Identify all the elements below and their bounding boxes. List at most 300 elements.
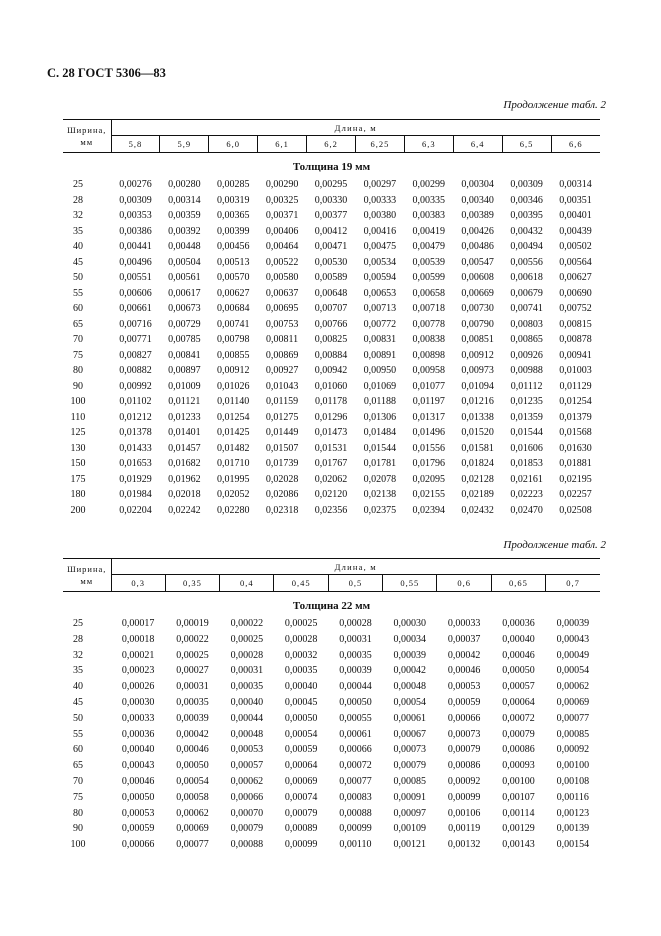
volume-cell: 0,02086 [265,489,299,500]
volume-cell: 0,00107 [502,791,535,803]
table-row [63,255,600,271]
volume-cell: 0,00941 [559,349,592,361]
volume-cell: 0,00309 [119,194,152,206]
volume-cell: 0,02375 [363,504,397,516]
volume-cell: 0,00392 [168,225,201,237]
volume-cell: 0,00958 [412,365,446,376]
volume-cell: 0,01275 [265,411,299,423]
volume-cell: 0,00069 [284,775,318,787]
volume-cell: 0,00034 [393,633,427,645]
volume-cell: 0,01556 [412,442,446,454]
volume-cell: 0,00064 [502,696,535,708]
width-cell: 60 [73,744,83,756]
volume-cell: 0,00066 [121,839,155,851]
volume-cell: 0,00456 [216,241,250,252]
volume-cell: 0,01121 [168,396,201,407]
volume-cell: 0,01531 [314,442,348,454]
volume-cell: 0,00471 [314,241,348,252]
volume-cell: 0,00093 [502,760,535,772]
width-cell: 180 [70,489,86,500]
volume-cell: 0,01881 [559,458,592,469]
volume-cell: 0,00790 [461,318,494,330]
volume-cell: 0,00043 [121,760,155,772]
volume-cell: 0,01853 [510,458,543,469]
width-cell: 130 [70,442,86,454]
volume-cell: 0,00031 [339,633,372,645]
volume-cell: 0,00027 [176,665,209,677]
volume-cell: 0,00729 [168,318,201,330]
volume-cell: 0,00878 [559,334,592,345]
volume-cell: 0,01473 [314,427,348,438]
volume-cell: 0,00276 [119,179,152,190]
volume-cell: 0,00109 [393,823,427,835]
volume-cell: 0,00561 [168,272,201,283]
volume-cell: 0,00386 [119,225,152,237]
volume-cell: 0,00380 [363,210,397,221]
width-cell: 35 [73,225,83,237]
volume-cell: 0,02394 [412,504,446,516]
volume-cell: 0,00100 [502,775,535,787]
volume-cell: 0,00594 [363,272,397,283]
volume-cell: 0,00330 [314,194,348,206]
volume-cell: 0,01824 [461,458,494,469]
continuation-label-1: Продолжение табл. 2 [503,99,606,111]
volume-cell: 0,00346 [510,194,543,206]
volume-cell: 0,00053 [447,681,481,693]
volume-cell: 0,00547 [461,256,494,268]
volume-cell: 0,00061 [393,712,427,724]
volume-cell: 0,00048 [393,681,427,693]
volume-cell: 0,00564 [559,256,592,268]
volume-cell: 0,00530 [314,256,348,268]
width-cell: 60 [73,303,83,314]
volume-cell: 0,00673 [168,303,201,314]
table-thickness-22 [63,558,600,853]
volume-cell: 0,02018 [168,489,201,500]
volume-cell: 0,01359 [510,411,543,423]
volume-cell: 0,00035 [176,696,209,708]
volume-cell: 0,00061 [339,728,372,740]
volume-cell: 0,01484 [363,427,397,438]
volume-cell: 0,00053 [230,744,264,756]
volume-cell: 0,00416 [363,225,397,237]
volume-cell: 0,00083 [339,791,372,803]
volume-cell: 0,00129 [502,823,535,835]
table-thickness-19 [63,119,600,518]
volume-cell: 0,00606 [119,287,152,299]
volume-cell: 0,00599 [412,272,446,283]
volume-cell: 0,00077 [556,712,590,724]
volume-cell: 0,00441 [119,241,152,252]
volume-cell: 0,01544 [510,427,543,438]
volume-cell: 0,00618 [510,272,543,283]
volume-cell: 0,00054 [284,728,318,740]
volume-cell: 0,01710 [216,458,250,469]
volume-cell: 0,00099 [447,791,481,803]
length-column-header: 0,55 [383,575,437,592]
volume-cell: 0,00713 [363,303,397,314]
volume-cell: 0,00617 [168,287,201,299]
volume-cell: 0,00077 [176,839,209,851]
volume-cell: 0,00073 [393,744,427,756]
volume-cell: 0,01520 [461,427,494,438]
volume-cell: 0,00069 [176,823,209,835]
volume-cell: 0,00053 [121,807,155,819]
volume-cell: 0,00057 [502,681,535,693]
volume-cell: 0,00031 [230,665,264,677]
volume-cell: 0,00022 [176,633,209,645]
volume-cell: 0,00389 [461,210,494,221]
volume-cell: 0,00046 [447,665,481,677]
table-row [63,616,600,632]
table-row [63,774,600,790]
width-cell: 90 [73,380,83,392]
volume-cell: 0,00062 [556,681,590,693]
volume-cell: 0,00042 [176,728,209,740]
volume-cell: 0,00054 [556,665,590,677]
volume-cell: 0,01235 [510,396,543,407]
volume-cell: 0,02161 [510,473,543,485]
volume-cell: 0,00059 [447,696,481,708]
volume-cell: 0,02052 [216,489,250,500]
volume-cell: 0,00869 [265,349,299,361]
volume-cell: 0,02028 [265,473,299,485]
table-row [63,317,600,333]
table-row [63,821,600,837]
volume-cell: 0,00504 [168,256,201,268]
volume-cell: 0,00039 [176,712,209,724]
volume-cell: 0,00365 [216,210,250,221]
volume-cell: 0,00627 [216,287,250,299]
volume-cell: 0,00669 [461,287,494,299]
volume-cell: 0,00045 [284,696,318,708]
volume-cell: 0,01984 [119,489,152,500]
volume-cell: 0,00079 [230,823,264,835]
volume-cell: 0,00085 [556,728,590,740]
volume-cell: 0,00648 [314,287,348,299]
volume-cell: 0,01482 [216,442,250,454]
volume-cell: 0,00772 [363,318,397,330]
volume-cell: 0,02189 [461,489,494,500]
width-cell: 110 [70,411,86,423]
volume-cell: 0,00551 [119,272,152,283]
volume-cell: 0,00035 [339,649,372,661]
volume-cell: 0,01296 [314,411,348,423]
volume-cell: 0,00679 [510,287,543,299]
volume-cell: 0,01507 [265,442,299,454]
volume-cell: 0,02128 [461,473,494,485]
volume-cell: 0,00143 [502,839,535,851]
volume-cell: 0,00851 [461,334,494,345]
volume-cell: 0,00058 [176,791,209,803]
length-column-header: 0,6 [437,575,491,592]
width-cell: 40 [73,241,83,252]
volume-cell: 0,00927 [265,365,299,376]
volume-cell: 0,00033 [447,618,481,629]
volume-cell: 0,00297 [363,179,397,190]
table-row [63,379,600,395]
table-row [63,695,600,711]
volume-cell: 0,01457 [168,442,201,454]
width-cell: 100 [70,839,86,851]
volume-cell: 0,00309 [510,179,543,190]
volume-cell: 0,00067 [393,728,427,740]
volume-cell: 0,01767 [314,458,348,469]
volume-cell: 0,00539 [412,256,446,268]
volume-cell: 0,00028 [284,633,318,645]
volume-cell: 0,00855 [216,349,250,361]
width-cell: 25 [73,618,83,629]
continuation-label-2: Продолжение табл. 2 [503,539,606,551]
volume-cell: 0,00475 [363,241,397,252]
volume-cell: 0,00062 [176,807,209,819]
length-header: Длина, м [111,559,600,575]
width-cell: 45 [73,256,83,268]
table-row [63,727,600,743]
volume-cell: 0,00040 [502,633,535,645]
thickness-label: Толщина 22 мм [292,600,371,612]
volume-cell: 0,00304 [461,179,494,190]
width-cell: 70 [73,334,83,345]
volume-cell: 0,01212 [119,411,152,423]
volume-cell: 0,01003 [559,365,592,376]
volume-cell: 0,01682 [168,458,201,469]
volume-cell: 0,00882 [119,365,152,376]
volume-cell: 0,00752 [559,303,592,314]
volume-cell: 0,00037 [447,633,481,645]
width-cell: 50 [73,712,83,724]
volume-cell: 0,00290 [265,179,299,190]
volume-cell: 0,00718 [412,303,446,314]
volume-cell: 0,01425 [216,427,250,438]
length-column-header: 5,9 [160,136,209,153]
volume-cell: 0,01159 [266,396,299,407]
table-row [63,177,600,193]
volume-cell: 0,00066 [230,791,264,803]
table-row [63,679,600,695]
volume-cell: 0,00637 [265,287,299,299]
volume-cell: 0,00803 [510,318,543,330]
table-row [63,394,600,410]
volume-cell: 0,00753 [265,318,299,330]
volume-cell: 0,00988 [510,365,543,376]
volume-cell: 0,00351 [559,194,592,206]
volume-cell: 0,01216 [461,396,494,407]
volume-cell: 0,00062 [230,775,264,787]
volume-cell: 0,00825 [314,334,348,345]
width-cell: 75 [73,791,83,803]
volume-cell: 0,00912 [461,349,494,361]
volume-cell: 0,00106 [447,807,481,819]
volume-cell: 0,00690 [559,287,592,299]
volume-cell: 0,01995 [216,473,250,485]
volume-cell: 0,00295 [314,179,348,190]
volume-cell: 0,00033 [121,712,155,724]
volume-cell: 0,00741 [510,303,543,314]
volume-cell: 0,00556 [510,256,543,268]
volume-cell: 0,00432 [510,225,543,237]
width-cell: 150 [70,458,86,469]
table-row [63,286,600,302]
volume-cell: 0,00333 [363,194,397,206]
volume-cell: 0,00026 [121,681,155,693]
volume-cell: 0,01254 [559,396,592,407]
volume-cell: 0,00059 [284,744,318,756]
volume-cell: 0,01739 [265,458,299,469]
volume-cell: 0,02204 [119,504,152,516]
table-row [63,806,600,822]
volume-cell: 0,00730 [461,303,494,314]
volume-cell: 0,00073 [447,728,481,740]
volume-cell: 0,00089 [284,823,318,835]
volume-cell: 0,00479 [412,241,446,252]
volume-cell: 0,00110 [339,839,372,851]
width-cell: 32 [73,210,83,221]
volume-cell: 0,00589 [314,272,348,283]
volume-cell: 0,01129 [559,380,592,392]
volume-cell: 0,00891 [363,349,397,361]
volume-cell: 0,00121 [393,839,427,851]
volume-cell: 0,00114 [502,807,535,819]
length-column-header: 6,2 [307,136,356,153]
volume-cell: 0,01781 [363,458,397,469]
length-column-header: 0,65 [491,575,545,592]
volume-cell: 0,01233 [168,411,201,423]
volume-cell: 0,00608 [461,272,494,283]
volume-cell: 0,02356 [314,504,348,516]
volume-cell: 0,00653 [363,287,397,299]
volume-cell: 0,00050 [502,665,535,677]
table-row [63,270,600,286]
volume-cell: 0,00132 [447,839,481,851]
volume-cell: 0,01026 [216,380,250,392]
width-header: Ширина, мм [63,120,111,153]
length-column-header: 0,4 [220,575,274,592]
volume-cell: 0,00926 [510,349,543,361]
volume-cell: 0,00043 [556,633,590,645]
volume-cell: 0,00070 [230,807,264,819]
width-cell: 28 [73,633,83,645]
table-row [63,790,600,806]
volume-cell: 0,00031 [176,681,209,693]
volume-cell: 0,00099 [339,823,372,835]
length-column-header: 6,3 [404,136,453,153]
volume-cell: 0,00039 [339,665,372,677]
volume-cell: 0,01254 [216,411,250,423]
table-row [63,711,600,727]
length-column-header: 0,35 [165,575,219,592]
volume-cell: 0,00123 [556,807,590,819]
volume-cell: 0,00371 [265,210,299,221]
table-row [63,410,600,426]
volume-cell: 0,01102 [119,396,152,407]
volume-cell: 0,00426 [461,225,494,237]
volume-cell: 0,00049 [556,649,590,661]
width-cell: 40 [73,681,83,693]
table-row [63,472,600,488]
volume-cell: 0,00419 [412,225,446,237]
volume-cell: 0,01069 [363,380,397,392]
volume-cell: 0,00973 [461,365,494,376]
volume-cell: 0,02242 [168,504,201,516]
volume-cell: 0,00335 [412,194,446,206]
volume-cell: 0,01401 [168,427,201,438]
volume-cell: 0,00046 [502,649,535,661]
volume-cell: 0,00079 [284,807,318,819]
volume-cell: 0,00884 [314,349,348,361]
width-cell: 65 [73,318,83,330]
table-row [63,456,600,472]
volume-cell: 0,00570 [216,272,250,283]
volume-cell: 0,00086 [502,744,535,756]
width-cell: 32 [73,649,83,661]
length-column-header: 5,8 [111,136,160,153]
volume-cell: 0,01379 [559,411,592,423]
volume-cell: 0,00580 [265,272,299,283]
volume-cell: 0,01197 [412,396,445,407]
volume-cell: 0,00099 [284,839,318,851]
table-row [63,632,600,648]
volume-cell: 0,00912 [216,365,250,376]
volume-cell: 0,02280 [216,504,250,516]
volume-cell: 0,01581 [461,442,494,454]
table-row [63,663,600,679]
volume-cell: 0,01077 [412,380,446,392]
volume-cell: 0,00077 [339,775,372,787]
volume-cell: 0,00023 [121,665,155,677]
volume-cell: 0,01796 [412,458,446,469]
table-row [63,301,600,317]
volume-cell: 0,00119 [448,823,481,835]
length-column-header: 6,4 [453,136,502,153]
volume-cell: 0,02318 [265,504,299,516]
volume-cell: 0,00513 [216,256,250,268]
volume-cell: 0,02078 [363,473,397,485]
length-column-header: 0,45 [274,575,328,592]
volume-cell: 0,01140 [217,396,250,407]
table-row [63,224,600,240]
volume-cell: 0,00716 [119,318,152,330]
volume-cell: 0,00280 [168,179,201,190]
volume-cell: 0,01306 [363,411,397,423]
volume-cell: 0,00091 [393,791,427,803]
volume-cell: 0,01433 [119,442,152,454]
volume-cell: 0,00412 [314,225,348,237]
volume-cell: 0,00025 [284,618,318,629]
volume-cell: 0,02062 [314,473,348,485]
volume-cell: 0,01496 [412,427,446,438]
volume-cell: 0,00050 [121,791,155,803]
volume-cell: 0,00066 [339,744,372,756]
volume-cell: 0,00494 [510,241,543,252]
volume-cell: 0,01188 [363,396,396,407]
volume-cell: 0,00154 [556,839,590,851]
volume-cell: 0,01043 [265,380,299,392]
volume-cell: 0,00040 [230,696,264,708]
volume-cell: 0,00022 [230,618,264,629]
volume-cell: 0,00054 [393,696,427,708]
table-row [63,742,600,758]
volume-cell: 0,00661 [119,303,152,314]
length-column-header: 0,3 [111,575,165,592]
width-cell: 65 [73,760,83,772]
volume-cell: 0,00827 [119,349,152,361]
volume-cell: 0,00044 [339,681,372,693]
volume-cell: 0,00032 [284,649,318,661]
volume-cell: 0,00072 [339,760,372,772]
volume-cell: 0,02195 [559,473,592,485]
width-cell: 75 [73,349,83,361]
